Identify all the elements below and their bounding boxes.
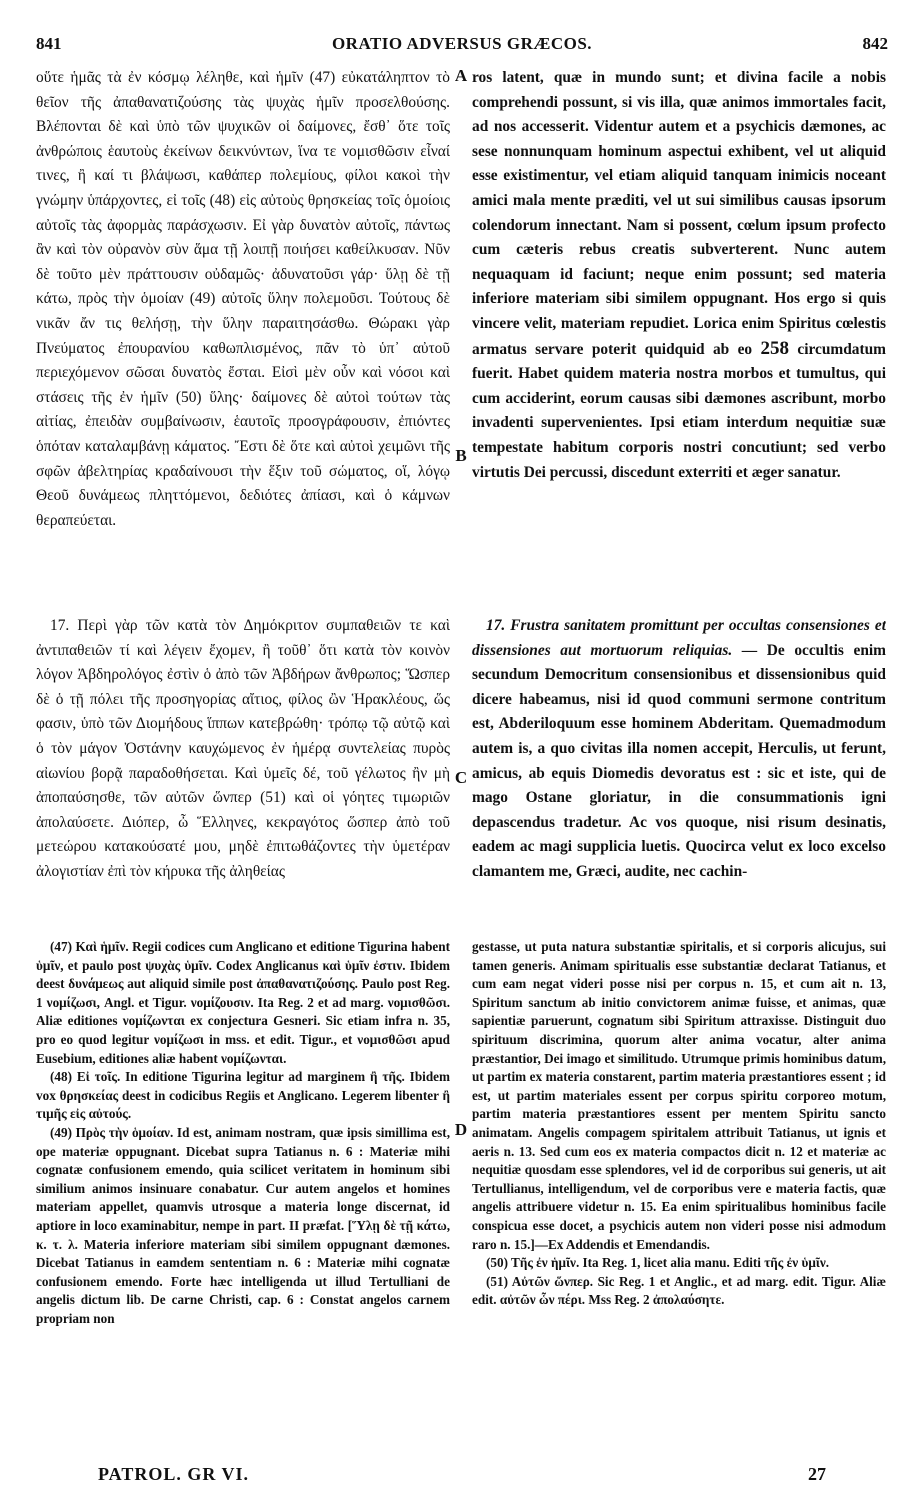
footnote-49: (49) Πρὸς τὴν ὁμοίαν. Id est, animam nostram, quæ ipsis simillima est, ope materiæ oppugnant. Dicebat supra Tatianus n. 6 : Materiæ mihi cognatæ confusionem emendo, quia scilicet veritatem in hominum sibi similium animos insinuare conabatur. Cur autem angelos et homines materiam appellet, quamvis utrosque a materia longe discernat, id aptiore in loco examinabitur, nempe in part. II præfat. [Ὕλῃ δὲ τῇ κάτω, κ. τ. λ. Materia inferiore materiam sibi similem oppugnant dæmones. Dicebat Tatianus in eamdem sententiam n. 6 : Materiæ mihi cognatæ confusionem emendo. Forte hæc intelligenda ut illud Tertulliani de angelis dictum lib. De carne Christi, cap. 6 : Constat angelos carnem propriam non [36, 1124, 450, 1326]
greek-text-2: 17. Περὶ γὰρ τῶν κατὰ τὸν Δημόκριτον συμπαθειῶν τε καὶ ἀντιπαθειῶν τί καὶ λέγειν ἔχομεν, ἢ τοῦθ᾽ ὅτι κατὰ τὸν κοινὸν λόγον Ἀβδηρολόγος ἐστὶν ὁ ἀπὸ τῶν Ἀβδήρων ἄνθρωπος; Ὥσπερ δὲ ὁ τῇ πόλει τῆς προσηγορίας αἴτιος, φίλος ὢν Ἡρακλέους, ὥς φασιν, ὑπὸ τῶν Διομήδους ἵππων κατεβρώθη· τρόπῳ τῷ αὐτῷ καὶ ὁ τὸν μάγον Ὀστάνην καυχώμενος ἐν ἡμέρᾳ συντελείας πυρὸς αἰωνίου βορᾷ παραδοθήσεται. Καὶ ὑμεῖς δέ, τοῦ γέλωτος ἢν μὴ ἀποπαύσησθε, τῶν αὐτῶν ὥνπερ (51) καὶ οἱ γόητες τιμωριῶν ἀπολαύσετε. Διόπερ, ὦ Ἕλληνες, κεκραγότος ὥσπερ ἀπὸ τοῦ μετεώρου κατακούσατέ μου, μηδὲ ἐπιτωθάζοντες τὴν ὑμετέραν ἀλογιστίαν ἐπὶ τὸν κήρυκα τῆς ἀληθείας [36, 617, 450, 880]
margin-letter-b: B [455, 446, 467, 465]
footnote-48: (48) Εἰ τοῖς. In editione Tigurina legitur ad marginem ἢ τῆς. Ibidem vox θρησκείας deest in codicibus Regiis et Anglicano. Legerem libenter ἢ τιμῆς εἰς αὐτούς. [36, 1069, 450, 1122]
latin-section-heading: 17. Frustra sanitatem promittunt per occultas consensiones et dissensiones aut mortuorum reliquias. [472, 617, 886, 659]
footnote-51: (51) Αὐτῶν ὥνπερ. Sic Reg. 1 et Anglic., et ad marg. edit. Tigur. Aliæ edit. αὐτῶν ὧν πέρι. Mss Reg. 2 ἀπολαύσητε. [472, 1273, 886, 1308]
footer-series: PATROL. GR VI. [98, 1464, 250, 1484]
latin-text-2-body: — De occultis enim secundum Democritum consensionibus et dissensionibus quid dicere habeamus, nisi id quod communi sermone contritum est, Abderiloquum esse hominem Abderitam. Quemadmodum autem is, a quo civitas illa nomen accepit, Herculis, ut ferunt, amicus, ab equis Diomedis devoratus est : sic et iste, qui de mago Ostane gloriatur, in die consummationis igni depascendus tradetur. Ac vos quoque, nisi risum desinatis, eadem ac magi supplicia luetis. Quocirca velut ex loco excelso clamantem me, Græci, audite, nec cachin- [472, 641, 886, 880]
footer-signature: 27 [808, 1464, 826, 1484]
margin-letter-d: D [454, 1120, 468, 1139]
greek-column-paragraph-1 [36, 66, 450, 533]
section-number: 258 [760, 337, 789, 359]
latin-text-1 [472, 66, 886, 485]
latin-column-paragraph-1 [472, 66, 886, 485]
page-number-right: 842 [862, 34, 888, 53]
page-number-left: 841 [36, 34, 62, 53]
page-header [36, 34, 888, 60]
greek-column-paragraph-2 [36, 614, 450, 885]
margin-letter-a: A [454, 66, 468, 85]
latin-column-paragraph-2 [472, 614, 886, 885]
greek-text-1: οὕτε ἡμᾶς τὰ ἐν κόσμῳ λέληθε, καὶ ἡμῖν (47) εὐκατάληπτον τὸ θεῖον τῆς ἀπαθανατιζούσης τὰς ψυχὰς ἡμῖν προσελθούσης. Βλέπονται δὲ καὶ ὑπὸ τῶν ψυχικῶν οἱ δαίμονες, ἔσθ᾽ ὅτε τοῖς ἀνθρώποις ἑαυτοὺς ἐκείνων δεικνύντων, ἵνα τε νομισθῶσιν εἶναί τινες, ἢ καί τι βλάψωσι, καθάπερ πολεμίους, φίλοι κακοὶ τὴν γνώμην ὑπάρχοντες, εἰ τοῖς (48) εἰς αὐτοὺς θρησκείας τοῖς ὁμοίοις αὐτοῖς τὰς ἀφορμὰς παράσχωσιν. Εἰ γὰρ δυνατὸν αὐτοῖς, πάντως ἂν καὶ τὸν οὐρανὸν σὺν ἅμα τῇ λοιπῇ ποιήσει καθείλκυσαν. Νῦν δὲ τοῦτο μὲν πράττουσιν οὐδαμῶς· ἀδυνατοῦσι γάρ· ὕλῃ δὲ τῇ κάτω, πρὸς τὴν ὁμοίαν (49) αὐτοῖς ὕλην πολεμοῦσι. Τούτους δὲ νικᾶν ἄν τις θελήσῃ, τὴν ὕλην παραιτησάσθω. Θώρακι γὰρ Πνεύματος ἐπουρανίου καθωπλισμένος, πᾶν τὸ ὑπ᾽ αὐτοῦ περιεχόμενον σῶσαι δυνατὸς ἔσται. Εἰσὶ μὲν οὖν καὶ νόσοι καὶ στάσεις τῆς ἐν ἡμῖν (50) ὕλης· δαίμονες δὲ αὐτοὶ τούτων τὰς αἰτίας, ἐπειδὰν συμβαίνωσιν, ἑαυτοῖς προσγράφουσιν, ἐπιόντες ὁπόταν καταλαμβάνῃ κάματος. Ἔστι δὲ ὅτε καὶ αὐτοὶ χειμῶνι τῆς σφῶν ἀβελτηρίας κραδαίνουσι τὴν ἕξιν τοῦ σώματος, οἵ, λόγῳ Θεοῦ δυνάμεως πληττόμενοι, δεδιότες ἀπίασι, καὶ ὁ κάμνων θεραπεύεται. [36, 69, 450, 529]
footnotes-right [472, 938, 886, 1310]
footnotes-left [36, 938, 450, 1328]
footnote-50: (50) Τῆς ἐν ἡμῖν. Ita Reg. 1, licet alia manu. Editi τῆς ἐν ὑμῖν. [486, 1255, 830, 1271]
footnote-49-continued: gestasse, ut puta natura substantiæ spiritalis, et si corporis alicujus, sui tamen generis. Animam spiritualis esse substantiæ declarat Tatianus, et cum eam negat videri posse nisi per corpus n. 15, et cum ait n. 13, Spiritum sanctum ab initio convictorem animæ fuisse, et animas, quæ sapientiæ paruerunt, cognatum sibi Spiritum attraxisse. Distinguit duo spirituum discrimina, quorum alter anima vocatur, alter anima præstantior, Dei imago et similitudo. Utrumque primis hominibus datum, ut partim ex materia constarent, partim materia præstantiores essent ; id est, ut partim materiales essent per corpus spiritu corporeo motum, partim materia præstantiores essent per mentem Spiritu sancto animatam. Angelis compagem spiritalem attribuit Tatianus, ut ignis et aeris n. 13. Sed cum eos ex materia compactos dicit n. 12 et materiæ ac nequitiæ quosdam esse splendores, vel id de corporibus sui generis, ut ait Tertullianus, intelligendum, vel de corporibus vere e materia factis, quæ angelis attribuere videtur n. 15. Ea enim spiritualibus hominibus facile conspicua esse docet, a psychicis autem non videri posse nisi admodum raro n. 15.]—Ex Addendis et Emendandis. [472, 939, 886, 1252]
footnote-47: (47) Καὶ ἡμῖν. Regii codices cum Anglicano et editione Tigurina habent ὑμῖν, et paulo post ψυχὰς ὑμῖν. Codex Anglicanus καὶ ὑμῖν ἐστιν. Ibidem deest δυνάμεως aut aliquid simile post ἀπαθανατιζούσης. Paulo post Reg. 1 νομίζωσι, Angl. et Tigur. νομίζουσιν. Ita Reg. 2 et ad marg. νομισθῶσι. Aliæ editiones νομίζωνται ex conjectura Gesneri. Sic etiam infra n. 35, pro eo quod legitur νομίζωσι in mss. et edit. Tigur., et νομισθῶσι apud Eusebium, editiones aliæ habent νομίζωνται. [36, 939, 450, 1066]
latin-text-1b: circumdatum fuerit. Habet quidem materia nostra morbos et tumultus, qui cum acciderint, eorum causas sibi dæmones ascribunt, morbo invadenti supervenientes. Ipsi etiam interdum nequitiæ suæ tempestate habitum corporis nostri concutiunt; sed verbo virtutis Dei percussi, discedunt exterriti et æger sanatur. [472, 340, 886, 481]
latin-text-2 [472, 614, 886, 885]
running-title: ORATIO ADVERSUS GRÆCOS. [331, 34, 593, 53]
latin-text-1a: ros latent, quæ in mundo sunt; et divina facile a nobis comprehendi possunt, si vis illa, quæ animos immortales facit, ad nos accesserit. Videntur autem et a psychicis dæmones, ac sese nonnunquam hominum aspectui exhibent, vel ut aliquid esse existimentur, vel etiam aliquid tanquam inimicis noceant amici mala mente præditi, vel ut sui similibus causas ipsorum colendorum innectant. Nam si possent, cœlum ipsum profecto cum cæteris rebus creatis subverterent. Nunc autem nequaquam id faciunt; neque enim possunt; sed materia inferiore materiam sibi similem oppugnant. Hos ergo si quis vincere velit, materiam repudiet. Lorica enim Spiritus cœlestis armatus servare poterit quidquid ab eo [472, 69, 886, 358]
margin-letter-c: C [454, 768, 468, 787]
